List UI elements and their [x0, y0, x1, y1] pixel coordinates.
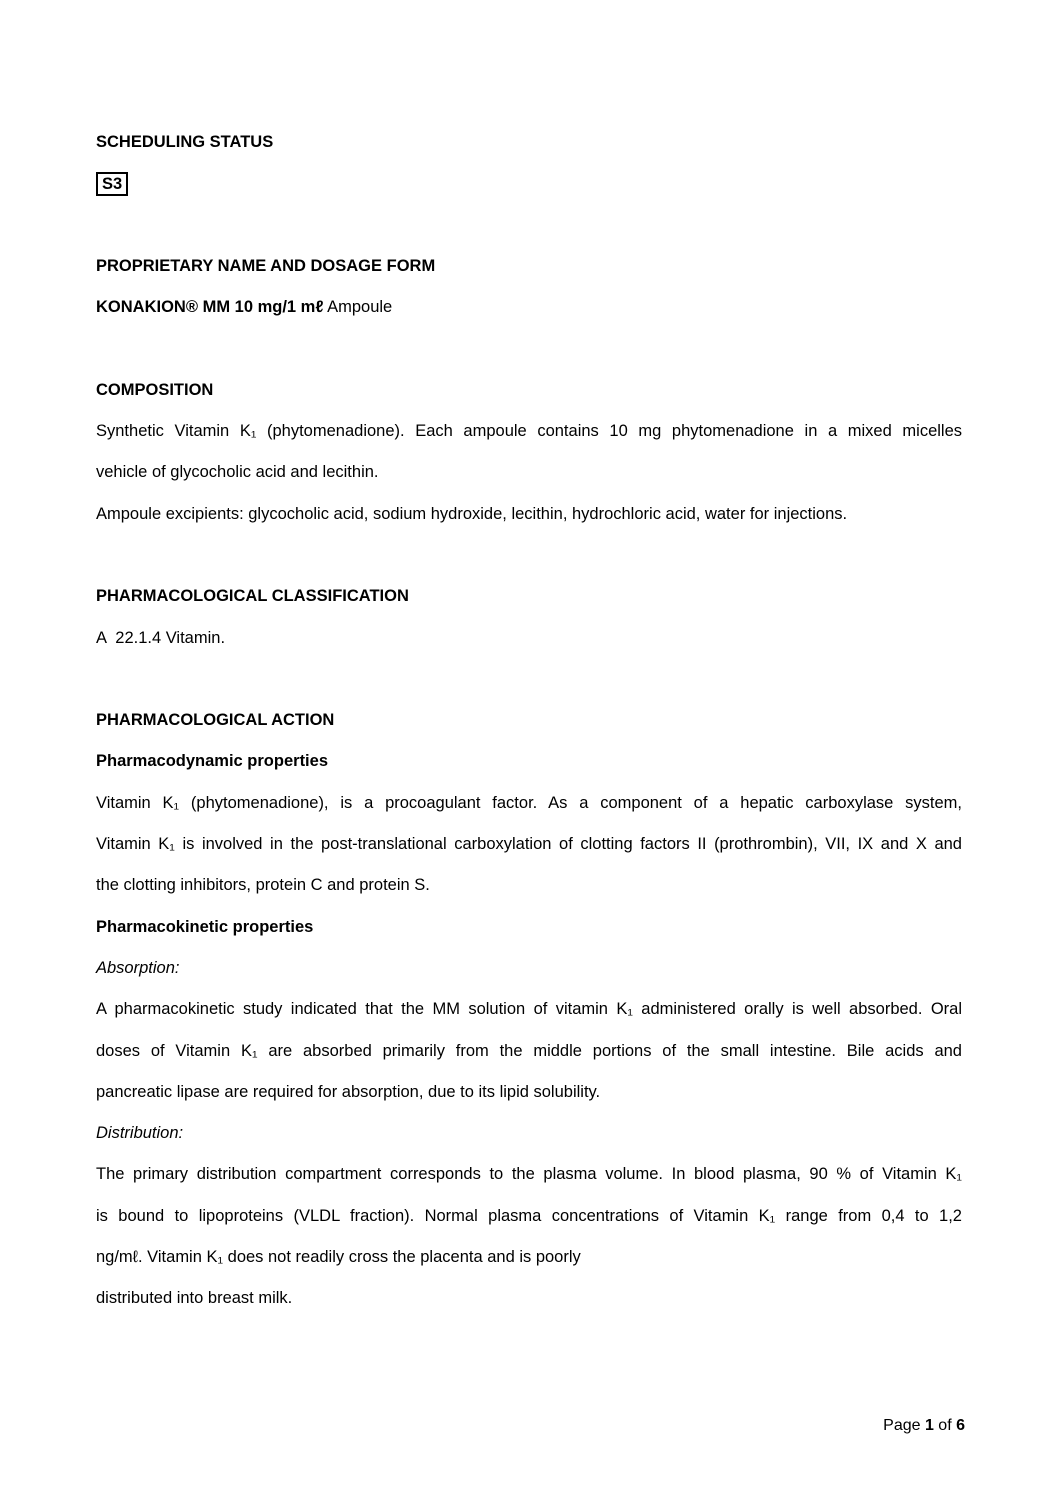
- scheduling-status-heading: SCHEDULING STATUS: [96, 133, 274, 151]
- absorption-subheading: Absorption:: [96, 958, 180, 977]
- distribution-line-2: is bound to lipoproteins (VLDL fraction). Normal plasma concentrations of Vitamin K₁ range from 0,4 to 1,2: [96, 1206, 962, 1225]
- product-name-bold: KONAKION® MM 10 mg/1 mℓ: [96, 298, 324, 317]
- scheduling-status-row: [96, 163, 962, 204]
- absorption-line-1: A pharmacokinetic study indicated that the MM solution of vitamin K₁ administered orally is well absorbed. Oral: [96, 1000, 962, 1019]
- pharmacodynamic-line-1: Vitamin K₁ (phytomenadione), is a procoagulant factor. As a component of a hepatic carboxylase system,: [96, 793, 962, 812]
- distribution-line-1: The primary distribution compartment corresponds to the plasma volume. In blood plasma, 90 % of Vitamin K₁: [96, 1165, 962, 1184]
- absorption-line-3: pancreatic lipase are required for absorption, due to its lipid solubility.: [96, 1082, 601, 1101]
- footer-page-total: 6: [956, 1417, 965, 1434]
- pharmacodynamic-line-3: the clotting inhibitors, protein C and protein S.: [96, 876, 430, 895]
- product-name-line: [96, 287, 962, 328]
- distribution-line-3: ng/mℓ. Vitamin K₁ does not readily cross the placenta and is poorly: [96, 1248, 581, 1267]
- distribution-subheading: Distribution:: [96, 1124, 184, 1143]
- pharmacokinetic-properties-heading: Pharmacokinetic properties: [96, 917, 314, 936]
- pharmacological-classification-heading: PHARMACOLOGICAL CLASSIFICATION: [96, 587, 409, 606]
- classification-line-1: A 22.1.4 Vitamin.: [96, 628, 226, 647]
- composition-line-2: vehicle of glycocholic acid and lecithin.: [96, 463, 379, 482]
- footer-page-number: 1: [924, 1417, 934, 1434]
- product-name-rest: Ampoule: [323, 298, 393, 317]
- scheduling-status-value: S3: [96, 172, 128, 196]
- composition-line-3: Ampoule excipients: glycocholic acid, sodium hydroxide, lecithin, hydrochloric acid, water for injections.: [96, 504, 848, 523]
- document-content: [96, 122, 962, 1320]
- proprietary-name-heading: PROPRIETARY NAME AND DOSAGE FORM: [96, 256, 436, 275]
- footer-of-label: of: [933, 1417, 957, 1434]
- composition-heading: COMPOSITION: [96, 380, 214, 399]
- composition-line-1: Synthetic Vitamin K₁ (phytomenadione). Each ampoule contains 10 mg phytomenadione in a mixed micelles: [96, 422, 962, 441]
- distribution-line-4: distributed into breast milk.: [96, 1289, 293, 1308]
- absorption-line-2: doses of Vitamin K₁ are absorbed primarily from the middle portions of the small intestine. Bile acids and: [96, 1041, 962, 1060]
- pharmacological-action-heading: PHARMACOLOGICAL ACTION: [96, 711, 335, 730]
- pharmacodynamic-properties-heading: Pharmacodynamic properties: [96, 752, 328, 771]
- footer-page-label: Page: [883, 1417, 925, 1434]
- page-footer: [883, 1417, 965, 1435]
- pharmacodynamic-line-2: Vitamin K₁ is involved in the post-translational carboxylation of clotting factors II (prothrombin), VII, IX and X and: [96, 835, 962, 854]
